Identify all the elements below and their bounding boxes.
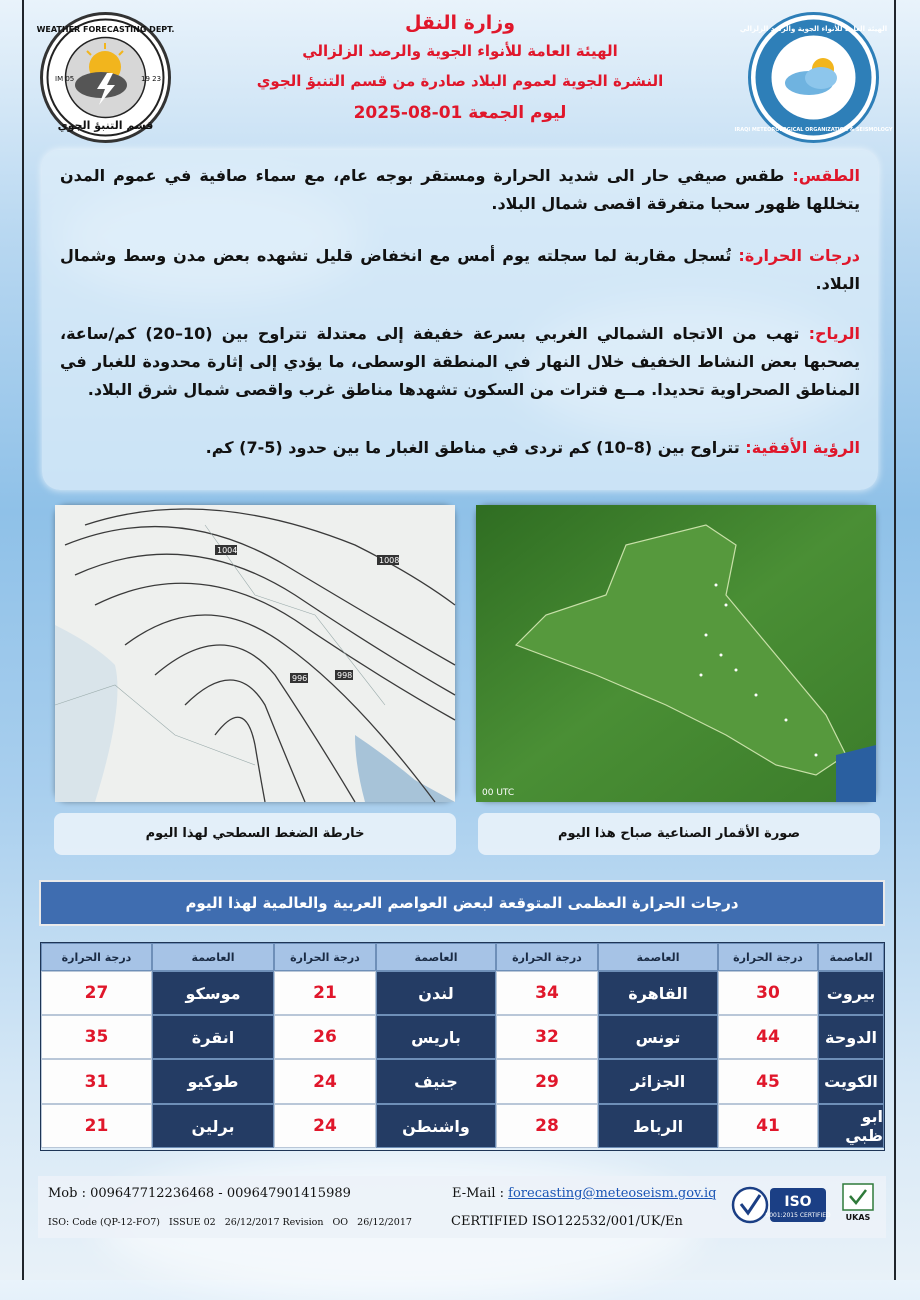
weather-paragraph (60, 162, 860, 218)
temp-cell: 44 (718, 1015, 818, 1059)
city-cell: الكويت (818, 1059, 884, 1104)
svg-text:ISO: ISO (784, 1194, 812, 1210)
temp-cell: 21 (41, 1104, 152, 1148)
bulletin-title: النشرة الجوية لعموم البلاد صادرة من قسم التنبؤ الجوي (256, 72, 664, 90)
authority-title: الهيئة العامة للأنواء الجوية والرصد الزلزالي (302, 42, 618, 60)
city-cell: موسكو (152, 971, 274, 1015)
weather-label: الطقس: (792, 166, 860, 185)
meteorological-organization-logo (734, 12, 893, 143)
surface-pressure-map (55, 505, 455, 802)
svg-text:قسم التنبؤ الجوي: قسم التنبؤ الجوي (57, 119, 154, 132)
temp-cell: 32 (496, 1015, 598, 1059)
column-header-city: العاصمة (152, 943, 274, 971)
svg-text:IM 05: IM 05 (55, 75, 75, 83)
column-header-temp: درجة الحرارة (496, 943, 598, 971)
mobile-numbers: Mob : 009647712236468 - 009647901415989 (48, 1186, 351, 1201)
city-cell: تونس (598, 1015, 718, 1059)
temperature-label: درجات الحرارة: (738, 246, 861, 265)
forecasting-dept-logo (36, 12, 175, 143)
city-cell: الرباط (598, 1104, 718, 1148)
svg-text:UKAS: UKAS (845, 1213, 871, 1222)
temp-cell: 24 (274, 1104, 376, 1148)
visibility-text: تتراوح بين (8–10) كم تردى في مناطق الغبار ما بين حدود (5-7) كم. (205, 438, 746, 457)
temp-cell: 41 (718, 1104, 818, 1148)
visibility-paragraph (60, 434, 860, 462)
temp-cell: 45 (718, 1059, 818, 1104)
svg-text:IRAQI METEOROLOGICAL ORGANIZAT: IRAQI METEOROLOGICAL ORGANIZATION & SEISMOLOGY (734, 127, 893, 133)
iso-badge (732, 1182, 831, 1228)
satellite-time-stamp: 00 UTC (482, 788, 515, 798)
city-cell: باريس (376, 1015, 496, 1059)
forecast-text-box (42, 150, 878, 490)
bulletin-date: ليوم الجمعة 01-08-2025 (353, 103, 567, 123)
temp-cell: 21 (274, 971, 376, 1015)
temp-cell: 28 (496, 1104, 598, 1148)
city-cell: الدوحة (818, 1015, 884, 1059)
svg-text:WEATHER FORECASTING DEPT.: WEATHER FORECASTING DEPT. (36, 25, 175, 34)
city-cell: واشنطن (376, 1104, 496, 1148)
city-cell: الجزائر (598, 1059, 718, 1104)
column-header-temp: درجة الحرارة (41, 943, 152, 971)
temp-cell: 31 (41, 1059, 152, 1104)
isobar-label-1004: 1004 (217, 546, 238, 555)
winds-paragraph (60, 320, 860, 404)
footer (38, 1176, 886, 1238)
winds-text: تهب من الاتجاه الشمالي الغربي بسرعة خفيفة إلى معتدلة تتراوح بين (10–20) كم/ساعة، يصحبها بعض النشاط الخفيف خلال النهار في المنطقة الوسطى، ما يؤدي إلى إثارة محدودة للغبار في المناطق الصحراوية تحديدا. مــع فترات من السكون تشهدها مناطق غرب واقصى شمال شرق البلاد. (60, 324, 860, 399)
temp-cell: 24 (274, 1059, 376, 1104)
capitals-temperature-table (40, 942, 885, 1151)
temp-cell: 35 (41, 1015, 152, 1059)
isobar-label-1008: 1008 (379, 556, 400, 565)
winds-label: الرياح: (808, 324, 861, 343)
email-line (452, 1186, 716, 1201)
temperature-text: تُسجل مقاربة لما سجلته يوم أمس مع انخفاض قليل تشهده بعض مدن وسط وشمال البلاد. (60, 246, 860, 293)
city-cell: ابو ظبي (818, 1104, 884, 1148)
isobar-label-998: 998 (337, 671, 353, 680)
svg-text:9001:2015 CERTIFIED: 9001:2015 CERTIFIED (765, 1212, 831, 1219)
column-header-temp: درجة الحرارة (718, 943, 818, 971)
city-cell: لندن (376, 971, 496, 1015)
column-header-temp: درجة الحرارة (274, 943, 376, 971)
email-link[interactable]: forecasting@meteoseism.gov.iq (508, 1186, 717, 1201)
temp-cell: 29 (496, 1059, 598, 1104)
email-label: E-Mail : (452, 1186, 509, 1201)
ministry-title: وزارة النقل (404, 12, 516, 34)
weather-text: طقس صيفي حار الى شديد الحرارة ومستقر بوجه عام، مع سماء صافية في عموم المدن يتخللها ظهور سحبا متفرقة اقصى شمال البلاد. (60, 166, 860, 213)
city-cell: طوكيو (152, 1059, 274, 1104)
isobar-label-996: 996 (292, 674, 308, 683)
certification-line: CERTIFIED ISO122532/001/UK/En (451, 1214, 683, 1229)
city-cell: برلين (152, 1104, 274, 1148)
column-header-city: العاصمة (598, 943, 718, 971)
svg-text:الهيئة العامة للأنواء الجوية و: الهيئة العامة للأنواء الجوية والرصد الزلزالي (739, 25, 888, 33)
city-cell: انقرة (152, 1015, 274, 1059)
visibility-label: الرؤية الأفقية: (745, 438, 860, 457)
pressure-map-caption: خارطة الضغط السطحي لهذا اليوم (54, 813, 456, 855)
column-header-city: العاصمة (376, 943, 496, 971)
svg-text:19 23: 19 23 (141, 75, 162, 83)
column-header-city: العاصمة (818, 943, 884, 971)
temperature-paragraph (60, 242, 860, 298)
iso-code-line: ISO: Code (QP-12-FO7) ISSUE 02 26/12/2017 Revision OO 26/12/2017 (48, 1217, 412, 1228)
city-cell: جنيف (376, 1059, 496, 1104)
satellite-caption: صورة الأقمار الصناعية صباح هذا اليوم (478, 813, 880, 855)
city-cell: القاهرة (598, 971, 718, 1015)
ukas-badge (840, 1182, 876, 1232)
capitals-table-title: درجات الحرارة العظمى المتوقعة لبعض العواصم العربية والعالمية لهذا اليوم (39, 880, 885, 926)
city-cell: بيروت (818, 971, 884, 1015)
satellite-image (476, 505, 876, 802)
temp-cell: 34 (496, 971, 598, 1015)
temp-cell: 30 (718, 971, 818, 1015)
temp-cell: 26 (274, 1015, 376, 1059)
temp-cell: 27 (41, 971, 152, 1015)
